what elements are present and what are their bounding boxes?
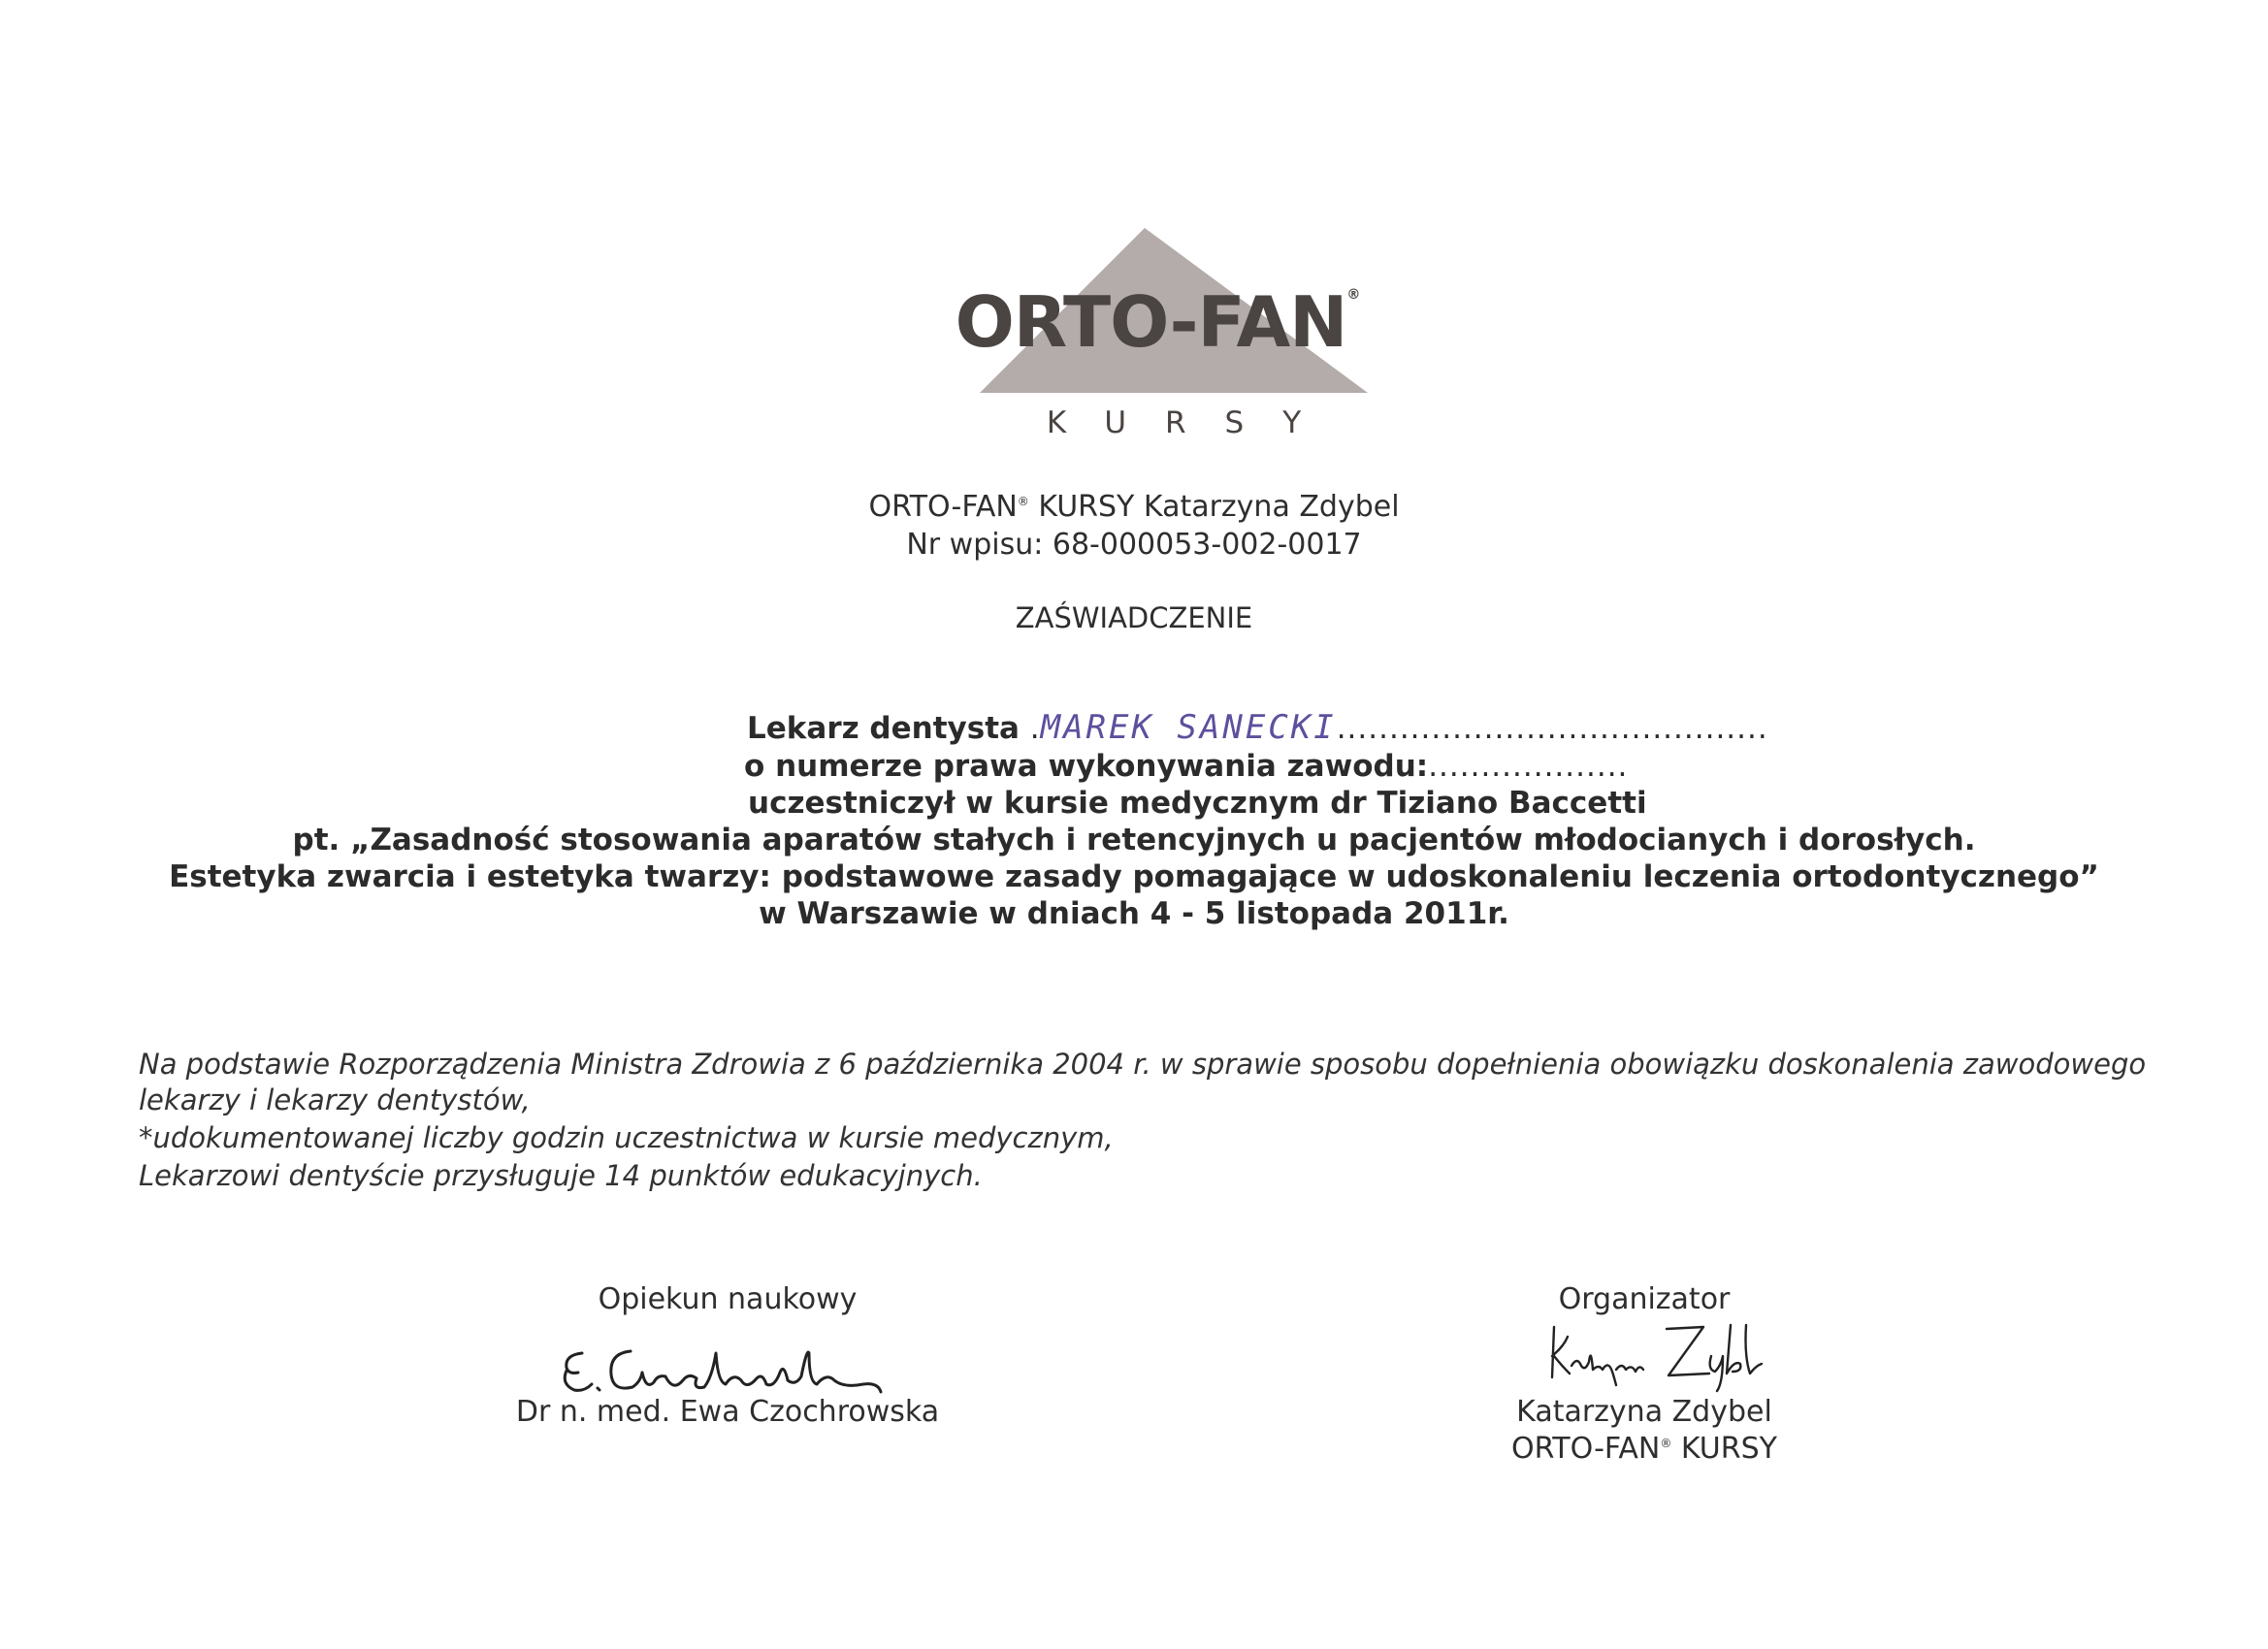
license-line xyxy=(744,749,1628,784)
right-signature-role: Organizator xyxy=(1558,1282,1731,1316)
right-registered-mark: ® xyxy=(1660,1437,1672,1450)
logo-brand xyxy=(939,281,1376,363)
header-organization xyxy=(0,490,2268,524)
document-title: ZAŚWIADCZENIE xyxy=(1015,601,1253,634)
legal-line-4: Lekarzowi dentyście przysługuje 14 punktów edukacyjnych. xyxy=(139,1159,983,1192)
participant-label: Lekarz dentysta xyxy=(747,711,1020,746)
right-org-prefix: ORTO-FAN xyxy=(1511,1432,1661,1466)
course-date-line: w Warszawie w dniach 4 - 5 listopada 2011r. xyxy=(759,896,1509,931)
legal-line-2: lekarzy i lekarzy dentystów, xyxy=(139,1083,531,1116)
legal-line-3: *udokumentowanej liczby godzin uczestnictwa w kursie medycznym, xyxy=(139,1121,1114,1154)
header-org-prefix: ORTO-FAN xyxy=(868,490,1018,524)
logo-registered-mark: ® xyxy=(1346,287,1360,303)
participant-trailing-dots: ......................................... xyxy=(1336,711,1768,746)
participant-dots: . xyxy=(1029,711,1041,746)
logo-brand-text: ORTO-FAN xyxy=(955,281,1347,363)
header-org-suffix: KURSY Katarzyna Zdybel xyxy=(1038,490,1400,524)
right-signature-organization xyxy=(1426,1432,1863,1466)
header-registered-mark: ® xyxy=(1017,495,1029,508)
course-line: uczestniczył w kursie medycznym dr Tiziano Baccetti xyxy=(748,786,1647,821)
participant-name: MAREK SANECKI xyxy=(1040,708,1337,747)
logo-subtitle: KURSY xyxy=(1046,405,1341,440)
right-signature-name: Katarzyna Zdybel xyxy=(1516,1395,1772,1429)
header-registry-number: Nr wpisu: 68-000053-002-0017 xyxy=(906,528,1362,562)
left-signature-name: Dr n. med. Ewa Czochrowska xyxy=(515,1395,940,1429)
right-org-suffix: KURSY xyxy=(1680,1432,1777,1466)
participant-line xyxy=(747,708,1768,747)
right-handwritten-signature xyxy=(1542,1317,1766,1395)
left-signature-role: Opiekun naukowy xyxy=(598,1282,858,1316)
license-dots: ................... xyxy=(1428,749,1629,784)
license-label: o numerze prawa wykonywania zawodu: xyxy=(744,749,1429,784)
legal-line-1: Na podstawie Rozporządzenia Ministra Zdrowia z 6 października 2004 r. w sprawie sposobu dopełnienia obowiązku doskonalenia zawodowego xyxy=(139,1048,2147,1081)
course-title-line-2: Estetyka zwarcia i estetyka twarzy: podstawowe zasady pomagające w udoskonaleniu leczenia ortodontycznego” xyxy=(169,859,2099,894)
course-title-line-1: pt. „Zasadność stosowania aparatów stałych i retencyjnych u pacjentów młodocianych i dorosłych. xyxy=(292,823,1976,857)
